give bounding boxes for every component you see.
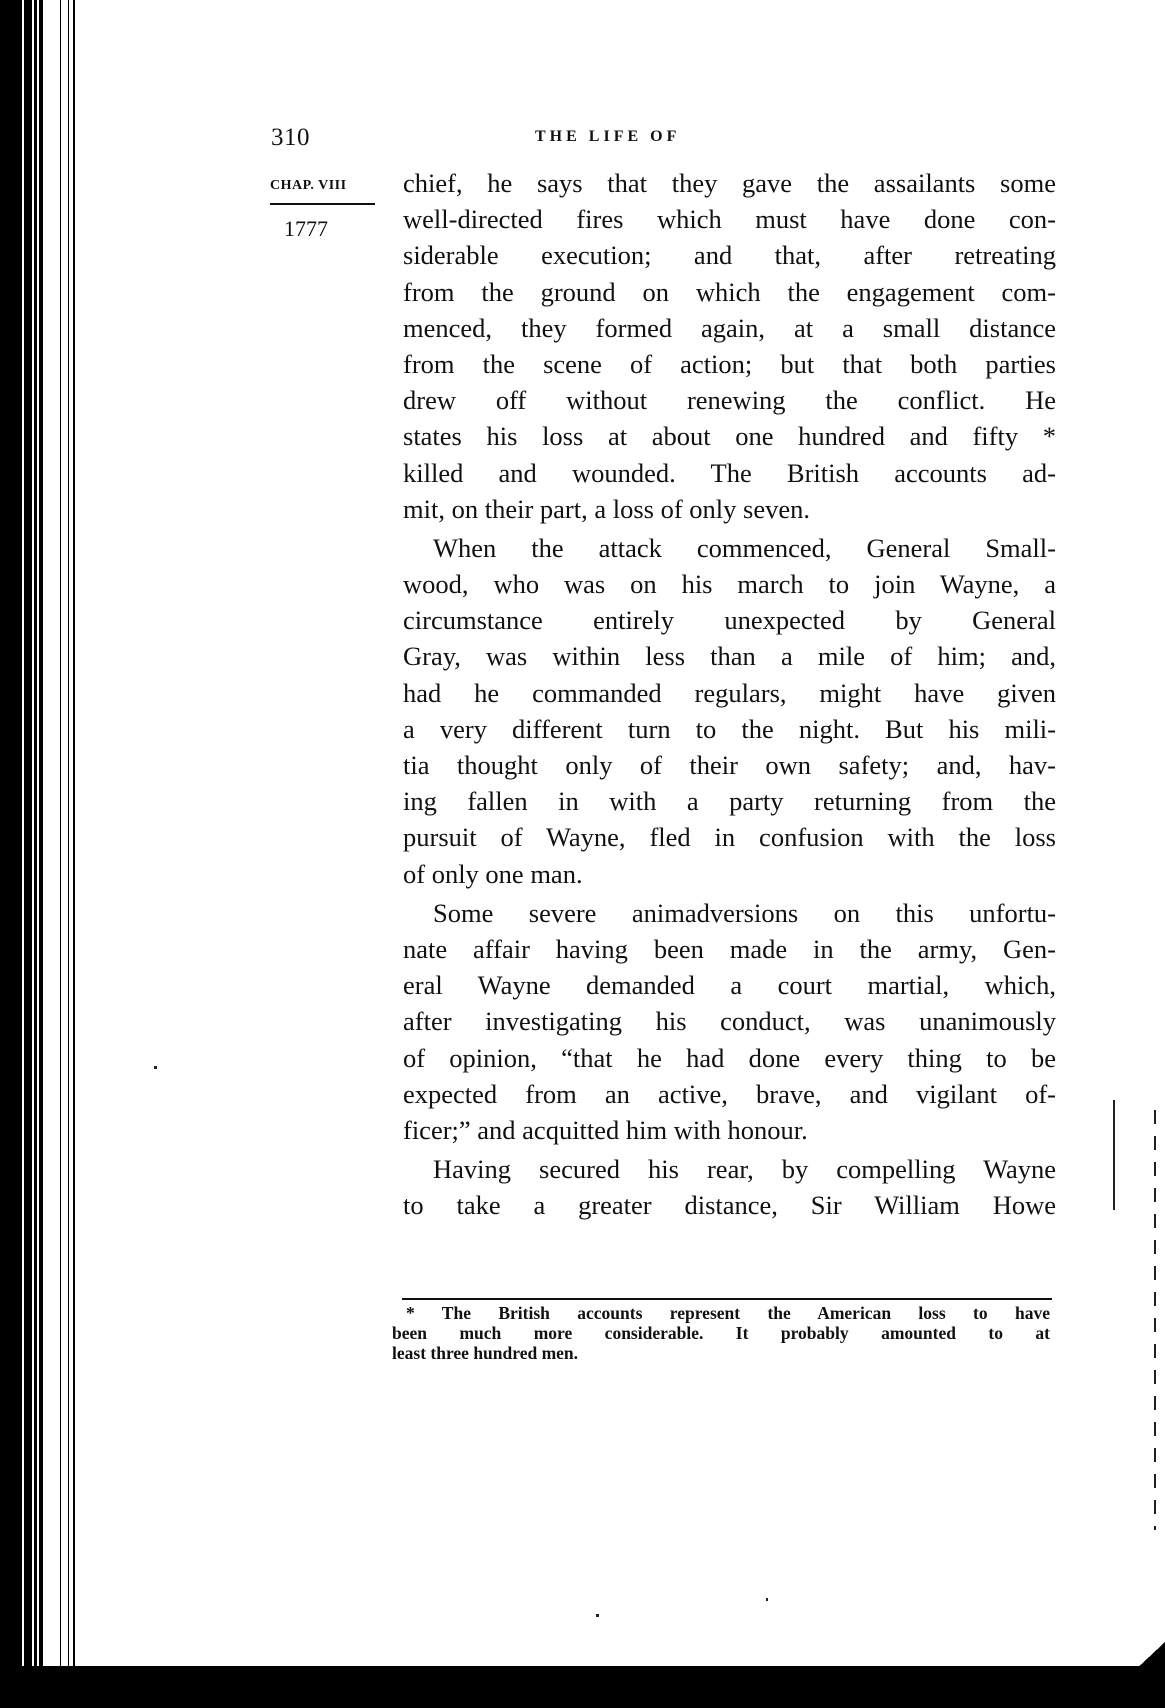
footnote-line: least three hundred men. [392, 1343, 579, 1363]
paragraph-start-line: When the attack commenced, General Small- [433, 532, 1056, 563]
text-line: killed and wounded. The British accounts ad- [403, 457, 1056, 488]
text-line: had he commanded regulars, might have given [403, 677, 1056, 708]
text-line: of opinion, “that he had done every thing to be [403, 1042, 1056, 1073]
text-line: well-directed fires which must have done con- [403, 204, 1056, 235]
paragraph-start-line: Some severe animadversions on this unfortu- [433, 897, 1056, 928]
text-line: to take a greater distance, Sir William Howe [403, 1190, 1056, 1221]
text-line: expected from an active, brave, and vigilant of- [403, 1078, 1056, 1109]
text-line: tia thought only of their own safety; and, hav- [403, 750, 1056, 780]
footnote-line: been much more considerable. It probably amounted to at [392, 1323, 1050, 1343]
text-line: from the ground on which the engagement com- [403, 276, 1056, 307]
text-line: wood, who was on his march to join Wayne, a [403, 569, 1056, 600]
paragraph-start-line: Having secured his rear, by compelling Wayne [433, 1154, 1056, 1185]
footnote [392, 1303, 1050, 1363]
scan-bottom-shadow [0, 1666, 1165, 1708]
scan-speck [154, 1066, 157, 1069]
running-head: THE LIFE OF [535, 128, 681, 145]
footnote-divider [402, 1298, 1052, 1300]
scan-edge-marks [1154, 1110, 1156, 1530]
binding-gutter [0, 0, 80, 1708]
text-line: nate affair having been made in the army, Gen- [403, 933, 1056, 964]
margin-divider [270, 203, 375, 205]
scan-edge-mark [1113, 1100, 1115, 1210]
text-line: of only one man. [403, 858, 583, 889]
text-line: ficer;” and acquitted him with honour. [403, 1114, 808, 1145]
text-line: a very different turn to the night. But his mili- [403, 713, 1056, 744]
footnote-line: * The British accounts represent the American loss to have [406, 1303, 1050, 1323]
page-curl [1133, 1642, 1165, 1672]
text-line: circumstance entirely unexpected by General [403, 605, 1056, 636]
text-line: chief, he says that they gave the assailants some [403, 168, 1056, 198]
text-line: siderable execution; and that, after retreating [403, 240, 1056, 271]
page-number: 310 [271, 124, 310, 151]
text-line: from the scene of action; but that both parties [403, 348, 1056, 379]
text-line: menced, they formed again, at a small distance [403, 312, 1056, 343]
text-line: pursuit of Wayne, fled in confusion with the loss [403, 822, 1056, 853]
text-line: after investigating his conduct, was unanimously [403, 1006, 1056, 1037]
scan-speck [596, 1614, 599, 1617]
margin-year: 1777 [284, 216, 328, 241]
body-text [403, 165, 1056, 1223]
text-line: eral Wayne demanded a court martial, which, [403, 970, 1056, 1001]
text-line: mit, on their part, a loss of only seven. [403, 493, 810, 524]
scan-speck [766, 1598, 768, 1601]
text-line: ing fallen in with a party returning from the [403, 786, 1056, 817]
margin-chapter-label: CHAP. VIII [270, 178, 347, 193]
text-line: states his loss at about one hundred and fifty * [403, 421, 1056, 452]
text-line: Gray, was within less than a mile of him; and, [403, 641, 1056, 672]
text-line: drew off without renewing the conflict. He [403, 385, 1056, 416]
